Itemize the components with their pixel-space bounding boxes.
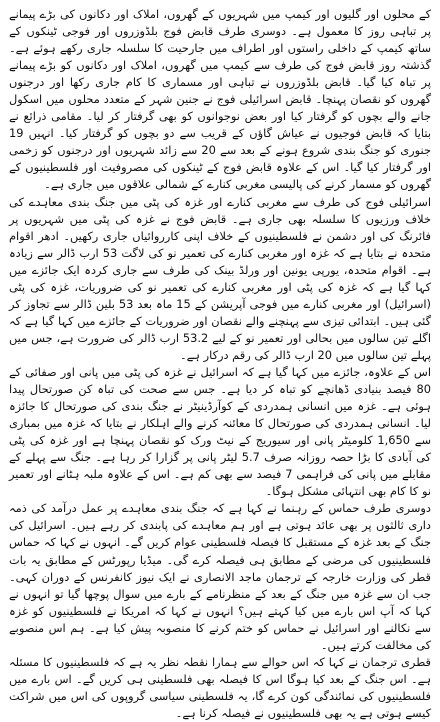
article-body <box>9 6 431 722</box>
paragraph-1: کے محلوں اور گلیوں اور کیمپ میں شہریوں کے گھروں، املاک اور دکانوں کی بڑے پیمانے پر تباہی روز کا معمول ہے۔ دوسری طرف قابض فوج بلڈوزروں اور فوجی ٹینکوں کے ساتھ کیمپ کے داخلی راستوں اور اطراف میں جارحیت کا سلسلہ جاری رکھے ہوئے ہے۔ گذشتہ روز قابض فوج کی طرف سے کیمپ میں گھروں، املاک اور دکانوں کو بڑے پیمانے پر تباہ کیا گیا۔ قابض بلڈوزروں نے تباہی اور مسماری کا کام جاری رکھا اور درجنوں گھروں کو نقصان پہنچا۔ قابض اسرائیلی فوج نے جنین شہر کے متعدد محلوں میں اسکول جانے والے بچوں کو گرفتار کیا اور بعض نوجوانوں کو بھی گرفتار کر لیا۔ مقامی ذرائع نے بتایا کہ قابض فوجیوں نے عیاش گاؤں کے قریب سے دو بچوں کو گرفتار کیا۔ انہیں 19 جنوری کو جنگ بندی شروع ہونے کے بعد سے 20 سے زائد شہریوں اور درجنوں کو زخمی اور گرفتار کیا گیا۔ اس کے علاوہ قابض فوج کے ٹینکوں کی مصروفیت اور فلسطینیوں کے گھروں کو مسمار کرنے کی پالیسی مغربی کنارے کے شمالی علاقوں میں جاری ہے۔ <box>9 7 431 192</box>
paragraph-4: دوسری طرف حماس کے رہنما نے کہا ہے کہ جنگ بندی معاہدے پر عمل درآمد کی ذمہ داری ثالثوں پر بھی عائد ہوتی ہے اور ہم معاہدے کی پابندی کر رہے ہیں۔ اسرائیل کی جنگ کے بعد غزہ کے مستقبل کا فیصلہ فلسطینی عوام کریں گے۔ انہوں نے کہا کہ حماس فلسطینیوں کی مرضی کے مطابق ہی فیصلہ کرے گی۔ میڈیا رپورٹس کے مطابق یہ بات قطر کی وزارت خارجہ کے ترجمان ماجد الانصاری نے ایک نیوز کانفرنس کے دوران کہی۔ جب ان سے غزہ میں جنگ کے بعد کے منظرنامے کے بارے میں سوال پوچھا گیا تو انہوں نے کہا کہ آپ اس بارے میں کیا کہتے ہیں؟ انہوں نے کہا کہ امریکا نے فلسطینیوں کو غزہ سے نکالنے اور اسرائیل نے حماس کو ختم کرنے کا منصوبہ پیش کیا ہے۔ ہم اس منصوبے کی مخالفت کرتے ہیں۔ <box>9 501 431 652</box>
paragraph-2: اسرائیلی فوج کی طرف سے مغربی کنارے اور غزہ کی پٹی میں جنگ بندی معاہدے کی خلاف ورزیوں کا سلسلہ بھی جاری ہے۔ قابض فوج نے غزہ کی پٹی میں شہریوں پر فائرنگ کی اور دشمن نے فلسطینیوں کے خلاف اپنی کارروائیاں جاری رکھیں۔ ادھر اقوام متحدہ نے بتایا ہے کہ غزہ اور مغربی کنارے کی تعمیر نو کی لاگت 53 ارب ڈالر سے زیادہ ہے۔ اقوام متحدہ، یورپی یونین اور ورلڈ بینک کی طرف سے جاری کردہ ایک جائزے میں کہا گیا ہے کہ غزہ کی پٹی اور مغربی کنارے کی تعمیر نو کی ضروریات، غزہ کی پٹی (اسرائیل) اور مغربی کنارے میں فوجی آپریشن کے 15 ماہ بعد 53 بلین ڈالر سے تجاوز کر گئی ہیں۔ ابتدائی تیزی سے پہنچنے والے نقصان اور ضروریات کے جائزے میں کہا گیا ہے کہ اگلے تین سالوں میں بحالی اور تعمیر نو کے لیے 53.2 ارب ڈالر کی ضرورت ہے، جس میں پہلے تین سالوں میں 20 ارب ڈالر کی رقم درکار ہے۔ <box>9 194 431 362</box>
paragraph-5: قطری ترجمان نے کہا کہ اس حوالے سے ہمارا نقطہ نظر یہ ہے کہ فلسطینیوں کا مسئلہ ہے۔ اس جنگ کے بعد کیا ہوگا اس کا فیصلہ بھی فلسطینی ہی کریں گے۔ اس بارے میں فلسطینیوں کی نمائندگی کون کرے گا، یہ فلسطینی سیاسی گروپوں کی اس میں شراکت کیسے ہوتی ہے یہ بھی فلسطینیوں نے فیصلہ کرنا ہے۔ <box>9 654 431 720</box>
paragraph-3: اس کے علاوہ، جائزے میں کہا گیا ہے کہ اسرائیل نے غزہ کی پٹی میں پانی اور صفائی کے 80 فیصد بنیادی ڈھانچے کو تباہ کر دیا ہے۔ جس سے صحت کی تباہ کن صورتحال پیدا ہوئی ہے۔ غزہ میں انسانی ہمدردی کے کوآرڈینیٹر نے جنگ بندی کی صورتحال کا جائزہ لیا۔ انسانی ہمدردی کی صورتحال کا معائنہ کرنے والے اہلکار نے بتایا کہ غزہ میں بمباری سے 1,650 کلومیٹر پانی اور سیوریج کے نیٹ ورک کو نقصان پہنچا ہے اور غزہ کی پٹی کی آبادی کا بڑا حصہ روزانہ صرف 5.7 لیٹر پانی پر گزارا کر رہا ہے۔ جنگ سے پہلے کے مقابلے میں پانی کی فراہمی 7 فیصد سے بھی کم ہے۔ اس کے علاوہ ملبہ ہٹانے اور تعمیر نو کا کام بھی انتہائی مشکل ہوگا۔ <box>9 364 431 499</box>
